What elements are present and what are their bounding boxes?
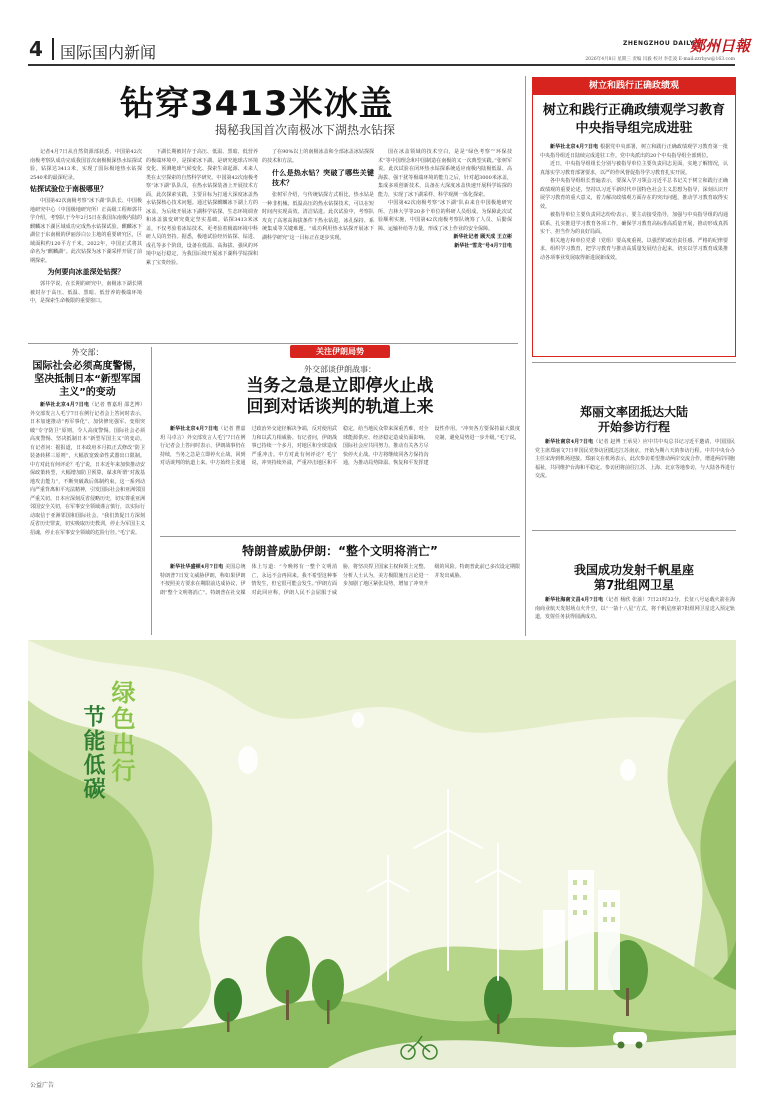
zheng-title-1: 郑丽文率团抵达大陆 (579, 405, 688, 419)
page-number: 4 (29, 37, 43, 61)
iran-dateline: 新华社北京4月7日电 (170, 426, 219, 432)
zheng-title-2: 开始参访行程 (597, 420, 670, 434)
paper-logo: 鄭州日報 (690, 37, 751, 55)
lead-intro: 记者4月7日从自然资源部获悉，中国第42次南极考察队成功完成我国首次南极极深热水钻探试验，钻探达3413米，实现了国际极地热水钻探2540米的最深纪录。 (30, 149, 142, 181)
iran-title-2: 回到对话谈判的轨道上来 (246, 397, 434, 417)
column-rule (525, 76, 526, 636)
ad-footer-label: 公益广告 (30, 1082, 55, 1089)
lead-title: 钻穿3413米冰盖 (120, 84, 394, 124)
iran-title-1: 当务之急是立即停火止战 (246, 376, 434, 396)
lead-bottom-rule (28, 343, 518, 344)
japan-kicker: 外交部： (71, 348, 104, 357)
sidebar-paragraph: 近日，中央指导组组长分别与被指导单位主要负责同志见面，实地了解情况，认真落实学习教育部署要求，以严的作风督促指导学习教育扎实开展。 (540, 161, 728, 176)
lead-subtitle: 揭秘我国首次南极冰下湖热水钻探 (214, 123, 395, 137)
sidebar-paragraph: 各中央指导组组长普遍表示，要深入学习领会习近平总书记关于树立和践行正确政绩观的重要论述，坚持以习近平新时代中国特色社会主义思想为指导，深刻认识开展学习教育的重大意义，着力解决政绩观方面存在的突出问题，推动学习教育取得实效。 (540, 178, 728, 210)
lead-byline: 新华社记者 顾天成 王立彬 (453, 234, 512, 240)
trump-text: 美国总统特朗普7日发文威胁伊朗，称如果伊朗不按照美方要求在期限前达成协议，伊朗“整个文明将消亡”。特朗普在社交媒体上写道：“今晚将有一整个文明消亡，永远不会再回来。我不希望这种事情发生，但它很可能会发生。”伊朗方面对此回应称，伊朗人民不会屈服于威胁，将坚决捍卫国家主权和领土完整。分析人士认为，美方极限施压言论进一步加剧了地区紧张局势，增加了冲突升级的风险。特朗普此前已多次设定期限并发出威胁。 (160, 564, 520, 596)
iran-bottom-rule (160, 536, 520, 537)
lead-col3 (262, 148, 374, 340)
sidebar-rule (532, 530, 736, 531)
satellite-dateline: 新华社海南文昌4月7日电 (545, 597, 604, 603)
satellite-text: （记者 杨欣 张渝）7日21时32分，长征八号运载火箭在海南商业航天发射场点火升空，以“一箭十八星”方式，将千帆星座第7批组网卫星送入预定轨道，发射任务获得圆满成功。 (535, 597, 735, 620)
paper-name-en: ZHENGZHOU DAILY (623, 40, 695, 47)
lead-paragraph: 了在90%以上的南极冰盖和全部冰盖冰钻探探的技术和方法。 (262, 149, 374, 164)
iran-tag: 关注伊朗局势 (290, 345, 390, 358)
satellite-title-2: 第7批组网卫星 (593, 578, 675, 592)
iran-kicker: 外交部谈伊朗战事： (304, 365, 376, 374)
lead-col1 (30, 148, 142, 340)
lead-paragraph: 郭井学说，在长期的研究中，南极冰下湖长期被封存于高压、低温、黑暗、低营养的极端环境中，是探索生命极限的重要窗口。 (30, 281, 142, 304)
sidebar-body (540, 143, 728, 353)
header-meta: 2026年4月8日 星期三 责编 闫毅 校对 李佳凌 E-mail:zzrbyw@163.com (585, 57, 735, 62)
trump-dateline: 新华社华盛顿4月7日电 (170, 564, 224, 570)
lead-paragraph: 下湖长期被封存于高压、低温、黑暗、低营养的极端环境中，是探索冰下湖、是研究地球古环境变化、预测地球气候变化、探索生命起源、未来人类在太空探索的自然科学研究。中国第42次南极考察“冰下湖”队队员，在热水钻探装备上开展技术方面，此次探索实践，主要目标为打通大深度冰盖热水钻探核心技术问题。通过钻探麒麟冰下湖上方的冰盖，为后续开展冰下湖科学钻探、生态环境调查和冰盖演变研究奠定坚实基础。钻探3413米冰盖，不仅考验着冰钻技术，更考验着极端环境中科研人员的坚持。据悉，极地试验经历钻探、钻进、成孔等多个阶段，设备在低温、高海拔、强风的环境中运行稳定，为我国后续开展冰下湖科学钻探积累了宝贵经验。 (146, 149, 258, 266)
column-rule (151, 347, 152, 635)
sidebar-paragraph: 根据党中央部署，树立和践行正确政绩观学习教育第一批中央指导组近日陆续完成进驻工作。党中央派出的20个中央指导组全部到位。 (540, 144, 728, 159)
lead-paragraph: 中国第42次南极考察“冰下湖”队由来自中国极地研究所、吉林大学等20多个单位的科研人员组成。为保障此次试验顺利实施，中国第42次南极考察队统筹了人员、后勤保障、运输补给等力量，形成了冰上作业的安全保障。 (378, 200, 512, 232)
header-rule (28, 64, 735, 66)
lead-subhead-2: 为何要向冰盖深处钻探？ (47, 268, 125, 276)
satellite-title-1: 我国成功发射千帆星座 (573, 563, 694, 577)
japan-body (30, 401, 145, 633)
sidebar-dateline: 新华社北京4月7日电 (550, 144, 599, 150)
zheng-text: （记者 赵博 王承昊）应中共中央总书记习近平邀请，中国国民党主席郑丽文7日率国民党参访团抵达江苏南京，开始为期六天的参访行程。中共中央台办主任宋涛到机场迎接。郑丽文在机场表示，此次参访希望推动两岸交流合作，增进两岸同胞福祉，共同维护台海和平稳定。参访团将前往江苏、上海、北京等地参访，与大陆各界进行交流。 (535, 439, 735, 479)
lead-col4 (378, 148, 512, 340)
sidebar-paragraph: 被指导单位主要负责同志纷纷表示，要主动接受指导，加强与中央指导组的沟通联系，扎实推进学习教育各项工作，确保学习教育高标准高质量开展，推动形成真抓实干、担当作为的良好局面。 (540, 212, 728, 235)
ad-slogan-2: 绿色出行 (107, 680, 135, 784)
zheng-body (535, 438, 735, 528)
ad-slogan-1: 节能低碳 (80, 705, 105, 801)
japan-text: （记者 曹嘉玥 邵艺博）外交部发言人毛宁7日在例行记者会上答问时表示，日本加速推动“再军事化”、加快修宪强军、变相突破“专守防卫”原则，令人高度警惕。国际社会必须高度警惕、坚决抵制日本“新型军国主义”的变动。有记者问：据报道，日本政府本月拟正式修改“防卫装备转移三原则”，大幅放宽致命性武器出口限制。中方对此有何评论？毛宁说，日本近年来加快推动安保政策转型，大幅增加防卫预算，谋求所谓“对敌基地攻击能力”，不断突破战后体制约束。这一系列动向严重背离和平宪法精神，引发国际社会和亚洲邻国严重关切。日本应深刻反省侵略历史，切实尊重亚洲邻国安全关切，在军事安全领域谨言慎行，以实际行动取信于亚洲邻国和国际社会。“我们敦促日方深刻反省历史罪责，切实吸取历史教训，停止为军国主义招魂，停止在军事安全领域的危险行径。”毛宁说。 (30, 402, 145, 536)
zheng-dateline: 新华社南京4月7日电 (545, 439, 594, 445)
sidebar-label: 树立和践行正确政绩观 (532, 77, 736, 95)
trump-body (160, 563, 520, 635)
trump-title: 特朗普威胁伊朗：“整个文明将消亡” (242, 544, 438, 558)
header-divider (52, 38, 54, 60)
lead-subhead-3: 什么是热水钻？突破了哪些关键技术？ (272, 169, 374, 187)
lead-col2 (146, 148, 258, 340)
section-title: 国际国内新闻 (60, 43, 157, 62)
lead-paragraph: 张树军介绍，与传统钻探方式相比，热水钻是一种非机械、低温高压的热水钻探技术，可以在短时间内实现高效、清洁钻进。此次试验中，考察队攻克了高寒高海拔条件下热水钻进、冰孔保持、系统集成等关键难题。“成功利用热水钻探开展冰下湖科学研究”这一目标正在逐步实现。 (262, 192, 374, 241)
lead-paragraph: 国在冰盖领域的技术空白，是是“绿色考察”“环保技术”等中国理念和中国制造在南极的又一次典型实践。”张树军说。此次试验在闭环热水钻探系统适应南极内陆极低温、高海拔、强干扰等极端环境的能力之后，针对超3000米冰盖，集成多项创新技术，具备在大深度冰盖快速开展科学钻探的能力，实现了冰下湖采样、科学观测一体化探索。 (378, 149, 512, 198)
lead-paragraph: 中国第42次南极考察“冰下湖”队队长、中国极地研究中心（中国极地研究所）正高级工程师郭井学介绍，考察队于今年2月5日在我国东南极内陆的麒麟冰下湖区域成功完成热水钻探试验。麒麟冰下湖位于东南极的伊丽莎白公主地的重要研究区，区域面积约120平方千米。2022年，中国正式将其命名为“麒麟湖”。此次钻探为冰下湖采样开展了前期探索。 (30, 198, 142, 264)
sidebar-paragraph: 相关地方和单位党委（党组）要高度重视，以强烈的政治责任感、严格的纪律要求，组织学习教育，把学习教育与推动高质量发展结合起来，切实以学习教育成果推动各项事业发展取得新进展新成效。 (540, 237, 728, 261)
iran-body (160, 425, 520, 530)
lead-subhead-1: 钻探试验位于南极哪里？ (30, 185, 107, 193)
japan-dateline: 新华社北京4月7日电 (40, 402, 90, 408)
lead-dateline: 新华社“雪龙”号4月7日电 (454, 242, 512, 249)
sidebar-title: 树立和践行正确政绩观学习教育中央指导组完成进驻 (542, 103, 725, 136)
iran-text: （记者 曹嘉玥 马卓言）外交部发言人毛宁7日在例行记者会上答问时表示，伊朗战事仍在持续，当务之急是立即停火止战，回到对话谈判的轨道上来。中方始终主张通过政治外交途径解决争端，反对使用武力和以武力相威胁。有记者问，伊朗战事已持续一个多月，对地区和全球造成严重冲击。中方对此有何评论？毛宁说，冲突持续外溢，严重冲击地区和平稳定，给当地民众带来深重苦难，对全球能源供应、经济稳定造成负面影响。国际社会应共同努力，推动有关各方尽快停火止战。中方将继续同各方保持沟通，为推动局势降温、恢复和平发挥建设性作用。“冲突各方要保持最大限度克制，避免局势进一步升级。”毛宁说。 (160, 426, 520, 466)
sidebar-rule (532, 362, 736, 363)
satellite-body (535, 596, 735, 636)
japan-title: 国际社会必须高度警惕，坚决抵制日本“新型军国主义”的变动 (32, 361, 143, 398)
